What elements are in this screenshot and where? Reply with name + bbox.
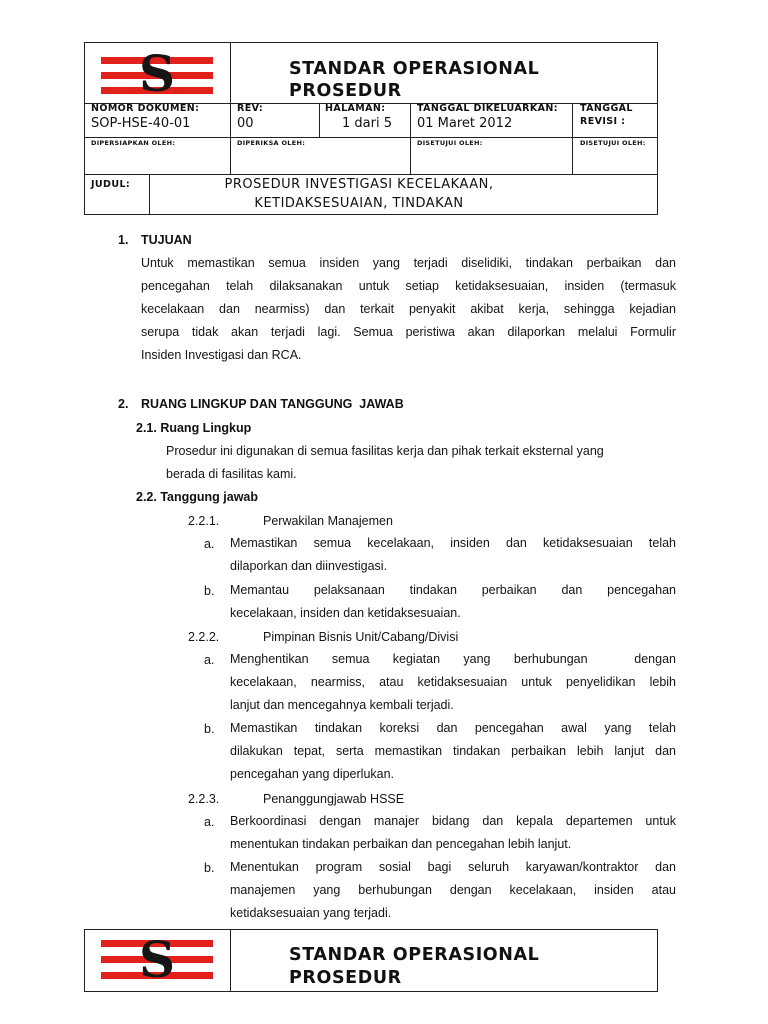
section223-b-text: Menentukan program sosial bagi seluruh karyawan/kontraktor dan manajemen yang berhubungan dengan kecelakaan, insiden atau ketidaksesuaian yang terjadi. <box>230 860 676 920</box>
company-logo <box>101 44 213 103</box>
dipersiapkan-label: DIPERSIAPKAN OLEH: <box>91 139 176 147</box>
section221-b-text: Memantau pelaksanaan tindakan perbaikan dan pencegahan kecelakaan, insiden dan ketidaksesuaian. <box>230 583 676 620</box>
disetujui-label-1: DISETUJUI OLEH: <box>417 139 483 147</box>
section223-number: 2.2.3. <box>188 792 220 806</box>
halaman-value: 1 dari 5 <box>342 116 392 131</box>
section1-paragraph: Untuk memastikan semua insiden yang terjadi diselidiki, tindakan perbaikan dan pencegahan telah dilaksanakan untuk setiap ketidaksesuaian, insiden (termasuk kecelakaan dan nearmiss) dan terkait penyakit akibat kerja, sehingga kejadian serupa tidak akan terjadi lagi. Semua peristiwa akan dilaporkan melalui Formulir Insiden Investigasi dan RCA. <box>141 256 676 362</box>
section2-title: RUANG LINGKUP DAN TANGGUNG JAWAB <box>141 397 404 411</box>
section221-a-text: Memastikan semua kecelakaan, insiden dan ketidaksesuaian telah dilaporkan dan diinvestigasi. <box>230 536 676 573</box>
section221-b-letter: b. <box>204 584 215 598</box>
section221-number: 2.2.1. <box>188 514 220 528</box>
rev-label: REV: <box>237 103 264 114</box>
judul-line1: PROSEDUR INVESTIGASI KECELAKAAN, <box>224 177 494 192</box>
document-header-table <box>84 42 658 215</box>
section222-a-letter: a. <box>204 653 215 667</box>
section221-a-letter: a. <box>204 537 215 551</box>
section223-a-text: Berkoordinasi dengan manajer bidang dan kepala departemen untuk menentukan tindakan perbaikan dan pencegahan lebih lanjut. <box>230 814 676 851</box>
tanggal-dikeluarkan-value: 01 Maret 2012 <box>417 116 513 131</box>
section222-b-letter: b. <box>204 722 215 736</box>
nomor-dokumen-label: NOMOR DOKUMEN: <box>91 103 200 114</box>
section21-title: 2.1. Ruang Lingkup <box>136 421 252 435</box>
judul-label: JUDUL: <box>91 179 131 190</box>
disetujui-label-2: DISETUJUI OLEH: <box>580 139 646 147</box>
section222-b-text: Memastikan tindakan koreksi dan pencegahan awal yang telah dilakukan tepat, serta memastikan tindakan perbaikan lebih lanjut dan pencegahan yang diperlukan. <box>230 721 676 781</box>
section222-title: Pimpinan Bisnis Unit/Cabang/Divisi <box>263 630 459 644</box>
diperiksa-label: DIPERIKSA OLEH: <box>237 139 306 147</box>
document-title-line1: STANDAR OPERASIONAL <box>289 59 540 79</box>
nomor-dokumen-value: SOP-HSE-40-01 <box>91 116 191 131</box>
section222-a-text: Menghentikan semua kegiatan yang berhubungan dengan kecelakaan, nearmiss, atau ketidaksesuaian untuk penyelidikan lebih lanjut dan mencegahnya kembali terjadi. <box>230 652 676 712</box>
document-title-line2: PROSEDUR <box>289 968 402 988</box>
section21-paragraph: Prosedur ini digunakan di semua fasilitas kerja dan pihak terkait eksternal yang berada di fasilitas kami. <box>166 444 604 481</box>
logo-letter: S <box>138 930 176 989</box>
tanggal-dikeluarkan-label: TANGGAL DIKELUARKAN: <box>417 103 558 114</box>
section223-title: Penanggungjawab HSSE <box>263 792 405 806</box>
logo-letter: S <box>138 44 176 103</box>
section222-number: 2.2.2. <box>188 630 220 644</box>
halaman-label: HALAMAN: <box>325 103 386 114</box>
section22-title: 2.2. Tanggung jawab <box>136 490 259 504</box>
judul-line2: KETIDAKSESUAIAN, TINDAKAN <box>254 196 464 211</box>
tanggal-revisi-label-1: TANGGAL <box>580 103 633 114</box>
section1-number: 1. <box>118 233 129 247</box>
section1-title: TUJUAN <box>141 233 192 247</box>
document-title-line2: PROSEDUR <box>289 81 402 101</box>
next-page-header <box>84 929 658 992</box>
company-logo <box>101 930 213 989</box>
section223-b-letter: b. <box>204 861 215 875</box>
section221-title: Perwakilan Manajemen <box>263 514 393 528</box>
section223-a-letter: a. <box>204 815 215 829</box>
tanggal-revisi-label-2: REVISI : <box>580 116 626 127</box>
section2-number: 2. <box>118 397 129 411</box>
document-title-line1: STANDAR OPERASIONAL <box>289 945 540 965</box>
rev-value: 00 <box>237 116 254 131</box>
